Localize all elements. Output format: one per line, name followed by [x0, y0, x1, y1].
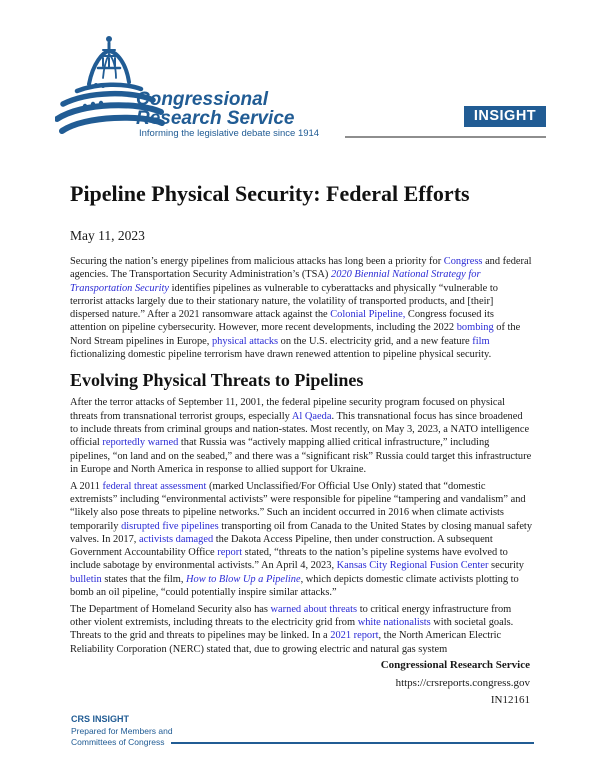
- text-run: , which depicts domestic climate activists plotting to bomb an oil pipeline, “could potentially inspire similar attacks.”: [70, 573, 519, 599]
- hyperlink[interactable]: Congress: [443, 256, 483, 267]
- crs-insight-label: CRS INSIGHT: [71, 714, 130, 724]
- text-run: that Russia was “actively mapping allied critical infrastructure,” including pipelines, “on land and on the seabed,” and there was a “significant risk” Russia could target this infrastructure in Europe and North America in response to allied support for Ukraine.: [70, 437, 532, 475]
- crs-insight-block: [71, 714, 534, 749]
- text-run: and federal agencies. The Transportation Security Administration’s (TSA): [70, 256, 532, 281]
- text-run: . This transnational focus has since broadened to include threats from criminal groups and nation-states. Most recently, on May 3, 2023, a NATO intelligence official: [70, 410, 530, 449]
- hyperlink[interactable]: disrupted five pipelines: [121, 520, 219, 532]
- text-run: , the North American Electric Reliability Corporation (NERC) stated that, due to growing electric and natural gas system: [70, 630, 502, 655]
- text-run: on the U.S. electricity grid, and a new feature: [278, 335, 473, 347]
- text-run: After the terror attacks of September 11, 2001, the federal pipeline security program focused on physical threats from transnational terrorist groups, especially: [70, 397, 506, 422]
- hyperlink[interactable]: How to Blow Up a Pipeline: [186, 573, 301, 585]
- hyperlink[interactable]: bulletin: [70, 573, 102, 585]
- hyperlink[interactable]: 2020 Biennial National Strategy for Transportation Security: [70, 269, 481, 294]
- footer: [381, 657, 530, 710]
- org-name: [136, 90, 294, 128]
- header-divider: [345, 136, 546, 138]
- footer-org: Congressional Research Service: [380, 659, 530, 671]
- prepared-for-line2: Committees of Congress: [71, 737, 165, 747]
- bottom-divider: [171, 742, 534, 744]
- text-run: security: [488, 560, 524, 572]
- hyperlink[interactable]: white nationalists: [357, 617, 431, 629]
- document-main: [70, 180, 532, 660]
- text-run: the Dakota Access Pipeline, then under construction. A subsequent Government Accountability Office: [70, 533, 493, 559]
- page-title: Pipeline Physical Security: Federal Efforts: [70, 181, 470, 206]
- text-run: The Department of Homeland Security also has: [70, 603, 271, 615]
- text-run: identifies pipelines as vulnerable to cyberattacks and physically “vulnerable to terrorist attacks largely due to their stationary nature, the volatility of transported products, and [their] dispersed nature.” After a 2021 ransomware attack against the: [70, 282, 498, 321]
- text-run: with societal goals. Threats to the grid and threats to pipelines may be linked. In a: [70, 617, 514, 642]
- org-name-line1: Congressional: [136, 89, 268, 110]
- footer-doc-id: IN12161: [490, 694, 530, 707]
- text-run: Securing the nation’s energy pipelines from malicious attacks has long been a priority for: [70, 256, 444, 267]
- text-run: states that the film,: [101, 573, 187, 585]
- hyperlink[interactable]: federal threat assessment: [102, 480, 207, 492]
- hyperlink[interactable]: Al Qaeda: [291, 410, 332, 422]
- section-heading: Evolving Physical Threats to Pipelines: [70, 370, 364, 391]
- paragraph: [70, 255, 532, 361]
- text-run: fictionalizing domestic pipeline terrorism have drawn renewed attention to pipeline physical security.: [70, 349, 492, 361]
- publication-date: May 11, 2023: [70, 228, 145, 243]
- org-tagline: Informing the legislative debate since 1914: [139, 128, 320, 139]
- paragraph: [70, 480, 532, 600]
- hyperlink[interactable]: warned about threats: [270, 603, 358, 615]
- text-run: (marked Unclassified/For Official Use Only) stated that “domestic extremists” including “environmental activists” were responsible for pipeline “tampering and vandalism” and “likely also pose threats to pipeline networks.” Such an incident occurred in 2016 when climate activists temporarily: [70, 480, 526, 532]
- prepared-for-line1: Prepared for Members and: [71, 725, 173, 736]
- hyperlink[interactable]: Kansas City Regional Fusion Center: [336, 560, 489, 572]
- text-run: Congress focused its attention on pipeline cybersecurity. However, more recent developments, including the 2022: [70, 309, 494, 334]
- hyperlink[interactable]: film: [472, 335, 490, 347]
- hyperlink[interactable]: 2021 report: [330, 630, 379, 642]
- hyperlink[interactable]: report: [217, 547, 243, 559]
- text-run: stated, “threats to the nation’s pipeline systems have evolved to include sabotage by environmental activists.” An April 4, 2023,: [70, 547, 508, 572]
- hyperlink[interactable]: Colonial Pipeline,: [330, 309, 406, 321]
- footer-url-link[interactable]: https://crsreports.congress.gov: [395, 676, 530, 689]
- text-run: to critical energy infrastructure from other violent extremists, including threats to the electricity grid from: [70, 603, 512, 629]
- paragraph: [70, 396, 532, 476]
- org-name-line2: Research Service: [136, 108, 295, 129]
- hyperlink[interactable]: activists damaged: [138, 533, 214, 545]
- text-run: of the Nord Stream pipelines in Europe,: [70, 322, 521, 347]
- article-content: [70, 255, 532, 656]
- hyperlink[interactable]: bombing: [456, 322, 494, 334]
- text-run: A 2011: [70, 480, 103, 492]
- text-run: transporting oil from Canada to the United States by closing manual safety valves. In 2017,: [70, 520, 533, 545]
- paragraph: [70, 603, 532, 656]
- hyperlink[interactable]: reportedly warned: [102, 437, 179, 449]
- hyperlink[interactable]: physical attacks: [211, 335, 279, 347]
- insight-badge: INSIGHT: [464, 106, 546, 127]
